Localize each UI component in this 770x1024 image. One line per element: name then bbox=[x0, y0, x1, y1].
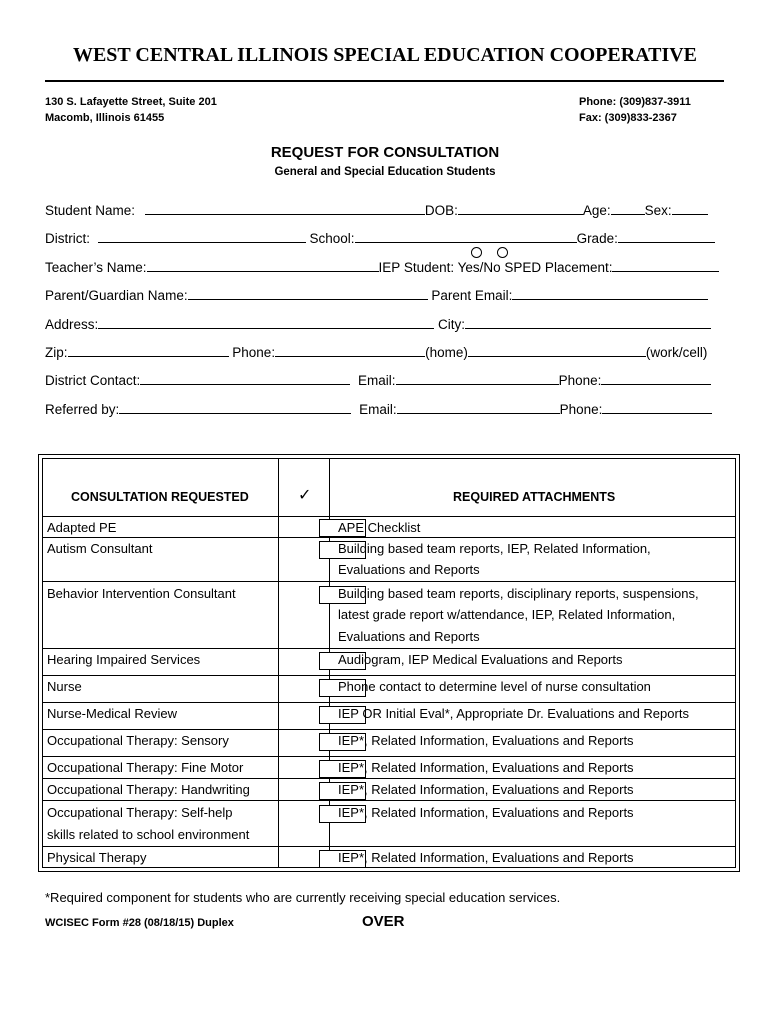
attachment-pt: IEP*, Related Information, Evaluations and Reports bbox=[338, 850, 634, 865]
sped-placement-field[interactable] bbox=[612, 258, 719, 272]
attachment-behavior-3: Evaluations and Reports bbox=[338, 629, 480, 644]
district-label: District: bbox=[45, 231, 90, 246]
district-contact-phone-field[interactable] bbox=[601, 371, 711, 385]
teacher-row bbox=[45, 258, 719, 275]
required-note: *Required component for students who are currently receiving special education services. bbox=[45, 890, 561, 905]
parent-name-field[interactable] bbox=[188, 286, 428, 300]
district-contact-email-label: Email: bbox=[358, 373, 396, 388]
referred-by-label: Referred by: bbox=[45, 402, 120, 417]
age-label: Age: bbox=[582, 203, 611, 218]
home-phone-field[interactable] bbox=[275, 343, 425, 357]
yes-no-label: Yes/No bbox=[457, 260, 501, 275]
district-contact-field[interactable] bbox=[140, 371, 350, 385]
service-ot-sensory: Occupational Therapy: Sensory bbox=[47, 733, 229, 748]
attachment-autism-2: Evaluations and Reports bbox=[338, 562, 480, 577]
consultation-table bbox=[38, 454, 740, 872]
service-ot-self-help: Occupational Therapy: Self-help bbox=[47, 805, 233, 820]
district-contact-email-field[interactable] bbox=[396, 371, 559, 385]
service-adapted-pe: Adapted PE bbox=[47, 520, 117, 535]
referred-by-row bbox=[45, 400, 712, 417]
fax-number: Fax: (309)833-2367 bbox=[579, 112, 677, 124]
grade-field[interactable] bbox=[618, 229, 715, 243]
home-label: (home) bbox=[425, 345, 468, 360]
check-header: ✓ bbox=[298, 487, 312, 504]
service-ot-handwriting: Occupational Therapy: Handwriting bbox=[47, 782, 250, 797]
student-name-row bbox=[45, 201, 708, 218]
dob-field[interactable] bbox=[458, 201, 583, 215]
work-phone-field[interactable] bbox=[468, 343, 646, 357]
service-ot-self-help-2: skills related to school environment bbox=[47, 827, 250, 842]
district-row bbox=[45, 229, 715, 246]
attachment-ot-fine-motor: IEP*, Related Information, Evaluations and Reports bbox=[338, 760, 634, 775]
iep-student-label: IEP Student: bbox=[378, 260, 455, 275]
parent-row bbox=[45, 286, 708, 303]
attachment-hearing: Audiogram, IEP Medical Evaluations and Reports bbox=[338, 652, 623, 667]
consultation-table-inner bbox=[42, 458, 736, 868]
address-line-1: 130 S. Lafayette Street, Suite 201 bbox=[45, 96, 217, 108]
referred-by-phone-label: Phone: bbox=[559, 402, 603, 417]
dob-label: DOB: bbox=[424, 203, 458, 218]
city-field[interactable] bbox=[465, 315, 711, 329]
form-subtitle: General and Special Education Students bbox=[274, 166, 496, 178]
service-autism: Autism Consultant bbox=[47, 541, 153, 556]
service-hearing: Hearing Impaired Services bbox=[47, 652, 201, 667]
teacher-name-label: Teacher’s Name: bbox=[45, 260, 147, 275]
attachment-adapted-pe: APE Checklist bbox=[338, 520, 421, 535]
referred-by-email-field[interactable] bbox=[397, 400, 560, 414]
sped-placement-label: SPED Placement: bbox=[504, 260, 613, 275]
district-field[interactable] bbox=[98, 229, 306, 243]
service-nurse-medical: Nurse-Medical Review bbox=[47, 706, 178, 721]
district-contact-phone-label: Phone: bbox=[558, 373, 602, 388]
zip-phone-row bbox=[45, 343, 707, 360]
grade-label: Grade: bbox=[576, 231, 618, 246]
row-divider bbox=[43, 581, 735, 582]
address-row bbox=[45, 315, 711, 332]
parent-name-label: Parent/Guardian Name: bbox=[45, 288, 188, 303]
attachment-ot-self-help: IEP*, Related Information, Evaluations and Reports bbox=[338, 805, 634, 820]
phone-label: Phone: bbox=[232, 345, 276, 360]
attachment-ot-handwriting: IEP*, Related Information, Evaluations and Reports bbox=[338, 782, 634, 797]
form-id: WCISEC Form #28 (08/18/15) Duplex bbox=[45, 917, 234, 929]
student-name-label: Student Name: bbox=[45, 203, 136, 218]
referred-by-email-label: Email: bbox=[359, 402, 397, 417]
city-label: City: bbox=[438, 317, 466, 332]
referred-by-phone-field[interactable] bbox=[602, 400, 712, 414]
iep-yes-radio[interactable] bbox=[471, 247, 482, 258]
over-label: OVER bbox=[362, 913, 405, 930]
service-pt: Physical Therapy bbox=[47, 850, 147, 865]
organization-name: WEST CENTRAL ILLINOIS SPECIAL EDUCATION COOPERATIVE bbox=[72, 44, 698, 66]
sex-label: Sex: bbox=[644, 203, 672, 218]
attachment-nurse-medical: IEP OR Initial Eval*, Appropriate Dr. Evaluations and Reports bbox=[338, 706, 689, 721]
col-divider-1 bbox=[278, 459, 279, 867]
zip-field[interactable] bbox=[68, 343, 229, 357]
sex-field[interactable] bbox=[672, 201, 708, 215]
parent-email-field[interactable] bbox=[512, 286, 708, 300]
student-name-field[interactable] bbox=[145, 201, 425, 215]
service-behavior: Behavior Intervention Consultant bbox=[47, 586, 236, 601]
consultation-header: CONSULTATION REQUESTED bbox=[71, 490, 249, 504]
age-field[interactable] bbox=[611, 201, 645, 215]
parent-email-label: Parent Email: bbox=[431, 288, 513, 303]
work-cell-label: (work/cell) bbox=[645, 345, 708, 360]
phone-number: Phone: (309)837-3911 bbox=[579, 96, 691, 108]
attachment-behavior-2: latest grade report w/attendance, IEP, Related Information, bbox=[338, 607, 676, 622]
header-divider bbox=[45, 80, 724, 82]
attachment-ot-sensory: IEP*, Related Information, Evaluations and Reports bbox=[338, 733, 634, 748]
iep-no-radio[interactable] bbox=[497, 247, 508, 258]
form-title: REQUEST FOR CONSULTATION bbox=[270, 144, 500, 161]
row-divider bbox=[43, 800, 735, 801]
district-contact-row bbox=[45, 371, 711, 388]
address-field[interactable] bbox=[98, 315, 434, 329]
school-label: School: bbox=[309, 231, 355, 246]
attachment-autism-1: Building based team reports, IEP, Related Information, bbox=[338, 541, 651, 556]
district-contact-label: District Contact: bbox=[45, 373, 141, 388]
teacher-name-field[interactable] bbox=[147, 258, 379, 272]
service-nurse: Nurse bbox=[47, 679, 82, 694]
attachment-behavior-1: Building based team reports, disciplinary reports, suspensions, bbox=[338, 586, 699, 601]
referred-by-field[interactable] bbox=[119, 400, 351, 414]
address-label: Address: bbox=[45, 317, 99, 332]
attachment-nurse: Phone contact to determine level of nurse consultation bbox=[338, 679, 651, 694]
school-field[interactable] bbox=[355, 229, 577, 243]
zip-label: Zip: bbox=[45, 345, 68, 360]
attachments-header: REQUIRED ATTACHMENTS bbox=[453, 490, 616, 504]
service-ot-fine-motor: Occupational Therapy: Fine Motor bbox=[47, 760, 244, 775]
address-line-2: Macomb, Illinois 61455 bbox=[45, 112, 165, 124]
